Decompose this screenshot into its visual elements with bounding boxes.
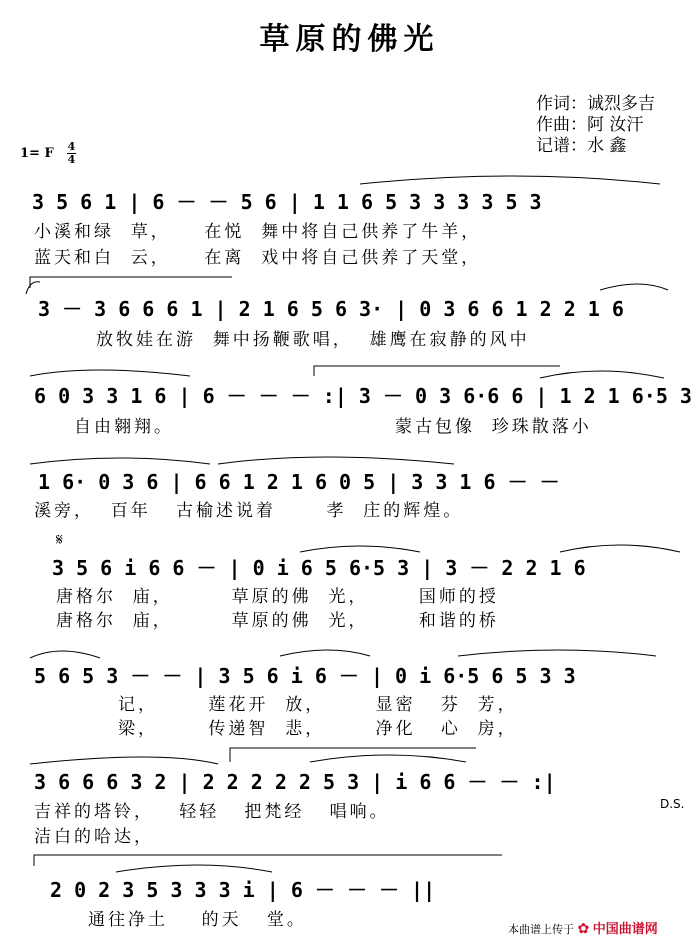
footer-credit — [508, 918, 658, 937]
slur — [218, 457, 454, 464]
lyric-line-6b: 梁， 传递智 悲， 净化 心 房， — [118, 719, 518, 739]
slur — [116, 865, 272, 872]
site-brand[interactable]: 中国曲谱网 — [592, 922, 658, 937]
volta-bracket-3 — [230, 748, 476, 762]
notation-line-6: 5 6 5 3 － － | 3 5 6 i 6 － | 0 i 6·5 6 5 3 3 — [34, 664, 576, 688]
lyric-line-1b: 蓝天和白 云， 在离 戏中将自己供养了天堂， — [34, 248, 482, 268]
lyric-line-8: 通往净土 的天 堂。 — [88, 910, 307, 930]
key-signature: 1= F — [20, 146, 54, 161]
slur — [540, 371, 664, 378]
lyric-line-5b: 唐格尔 庙， 草原的佛 光， 和谐的桥 — [56, 611, 499, 631]
notation-line-3: 6 0 3 3 1 6 | 6 － － － :| 3 － 0 3 6·6 6 | 1 2 1 6·5 3 — [34, 384, 692, 408]
lyricist: 作词：诚烈多吉 — [536, 94, 655, 114]
slur — [30, 370, 190, 376]
footer-text: 本曲谱上传于 — [508, 923, 574, 936]
lyric-line-2: 放牧娃在游 舞中扬鞭歌唱， 雄鹰在寂静的风中 — [96, 330, 530, 350]
meter-top: 4 — [67, 140, 76, 153]
lyric-line-5a: 唐格尔 庙， 草原的佛 光， 国师的授 — [56, 587, 499, 607]
lyric-line-7a: 吉祥的塔铃， 轻轻 把梵经 唱响。 — [34, 802, 390, 822]
volta-bracket-4 — [34, 855, 502, 866]
slur — [30, 458, 210, 464]
notation-line-8: 2 0 2 3 5 3 3 3 i | 6 － － － || — [50, 878, 436, 902]
lyric-line-4: 溪旁， 百年 古榆述说着 孝 庄的辉煌。 — [34, 501, 464, 521]
meter-bottom: 4 — [67, 153, 76, 166]
lyric-line-3b: 蒙古包像 珍珠散落小 — [395, 417, 592, 437]
lyric-line-7b: 洁白的哈达， — [34, 827, 154, 847]
notation-line-5: 3 5 6 i 6 6 － | 0 i 6 5 6·5 3 | 3 － 2 2 1 6 — [52, 556, 586, 580]
lyric-line-6a: 记， 莲花开 放， 显密 芬 芳， — [118, 695, 518, 715]
slur — [600, 284, 668, 290]
song-title: 草原的佛光 — [259, 22, 440, 57]
volta-bracket-2 — [314, 366, 560, 376]
segno-sign: 𝄋 — [56, 530, 63, 549]
lyric-line-3a: 自由翱翔。 — [74, 417, 174, 437]
slur — [458, 650, 656, 656]
slur — [300, 546, 420, 552]
slur — [30, 651, 100, 658]
volta-bracket-1 — [30, 277, 232, 288]
slur — [26, 282, 40, 294]
notation-line-4: 1 6· 0 3 6 | 6 6 1 2 1 6 0 5 | 3 3 1 6 － － — [38, 470, 560, 494]
slur — [360, 176, 660, 184]
lyric-line-1a: 小溪和绿 草， 在悦 舞中将自己供养了牛羊， — [34, 222, 482, 242]
slur — [30, 757, 218, 764]
slur — [310, 755, 466, 762]
ds-mark: D.S. — [660, 797, 685, 811]
site-logo-icon: ✿ — [577, 921, 590, 937]
composer: 作曲：阿 汝汗 — [536, 115, 644, 135]
slur — [280, 650, 370, 656]
slur — [560, 545, 680, 552]
notation-line-2: 3 － 3 6 6 6 1 | 2 1 6 5 6 3· | 0 3 6 6 1 2 2 1 6 — [38, 297, 624, 321]
notation-line-7: 3 6 6 6 3 2 | 2 2 2 2 2 5 3 | i 6 6 － － :| — [34, 770, 556, 794]
transcriber: 记谱：水 鑫 — [536, 136, 627, 156]
notation-line-1: 3 5 6 1 | 6 － － 5 6 | 1 1 6 5 3 3 3 3 5 3 — [32, 190, 542, 214]
